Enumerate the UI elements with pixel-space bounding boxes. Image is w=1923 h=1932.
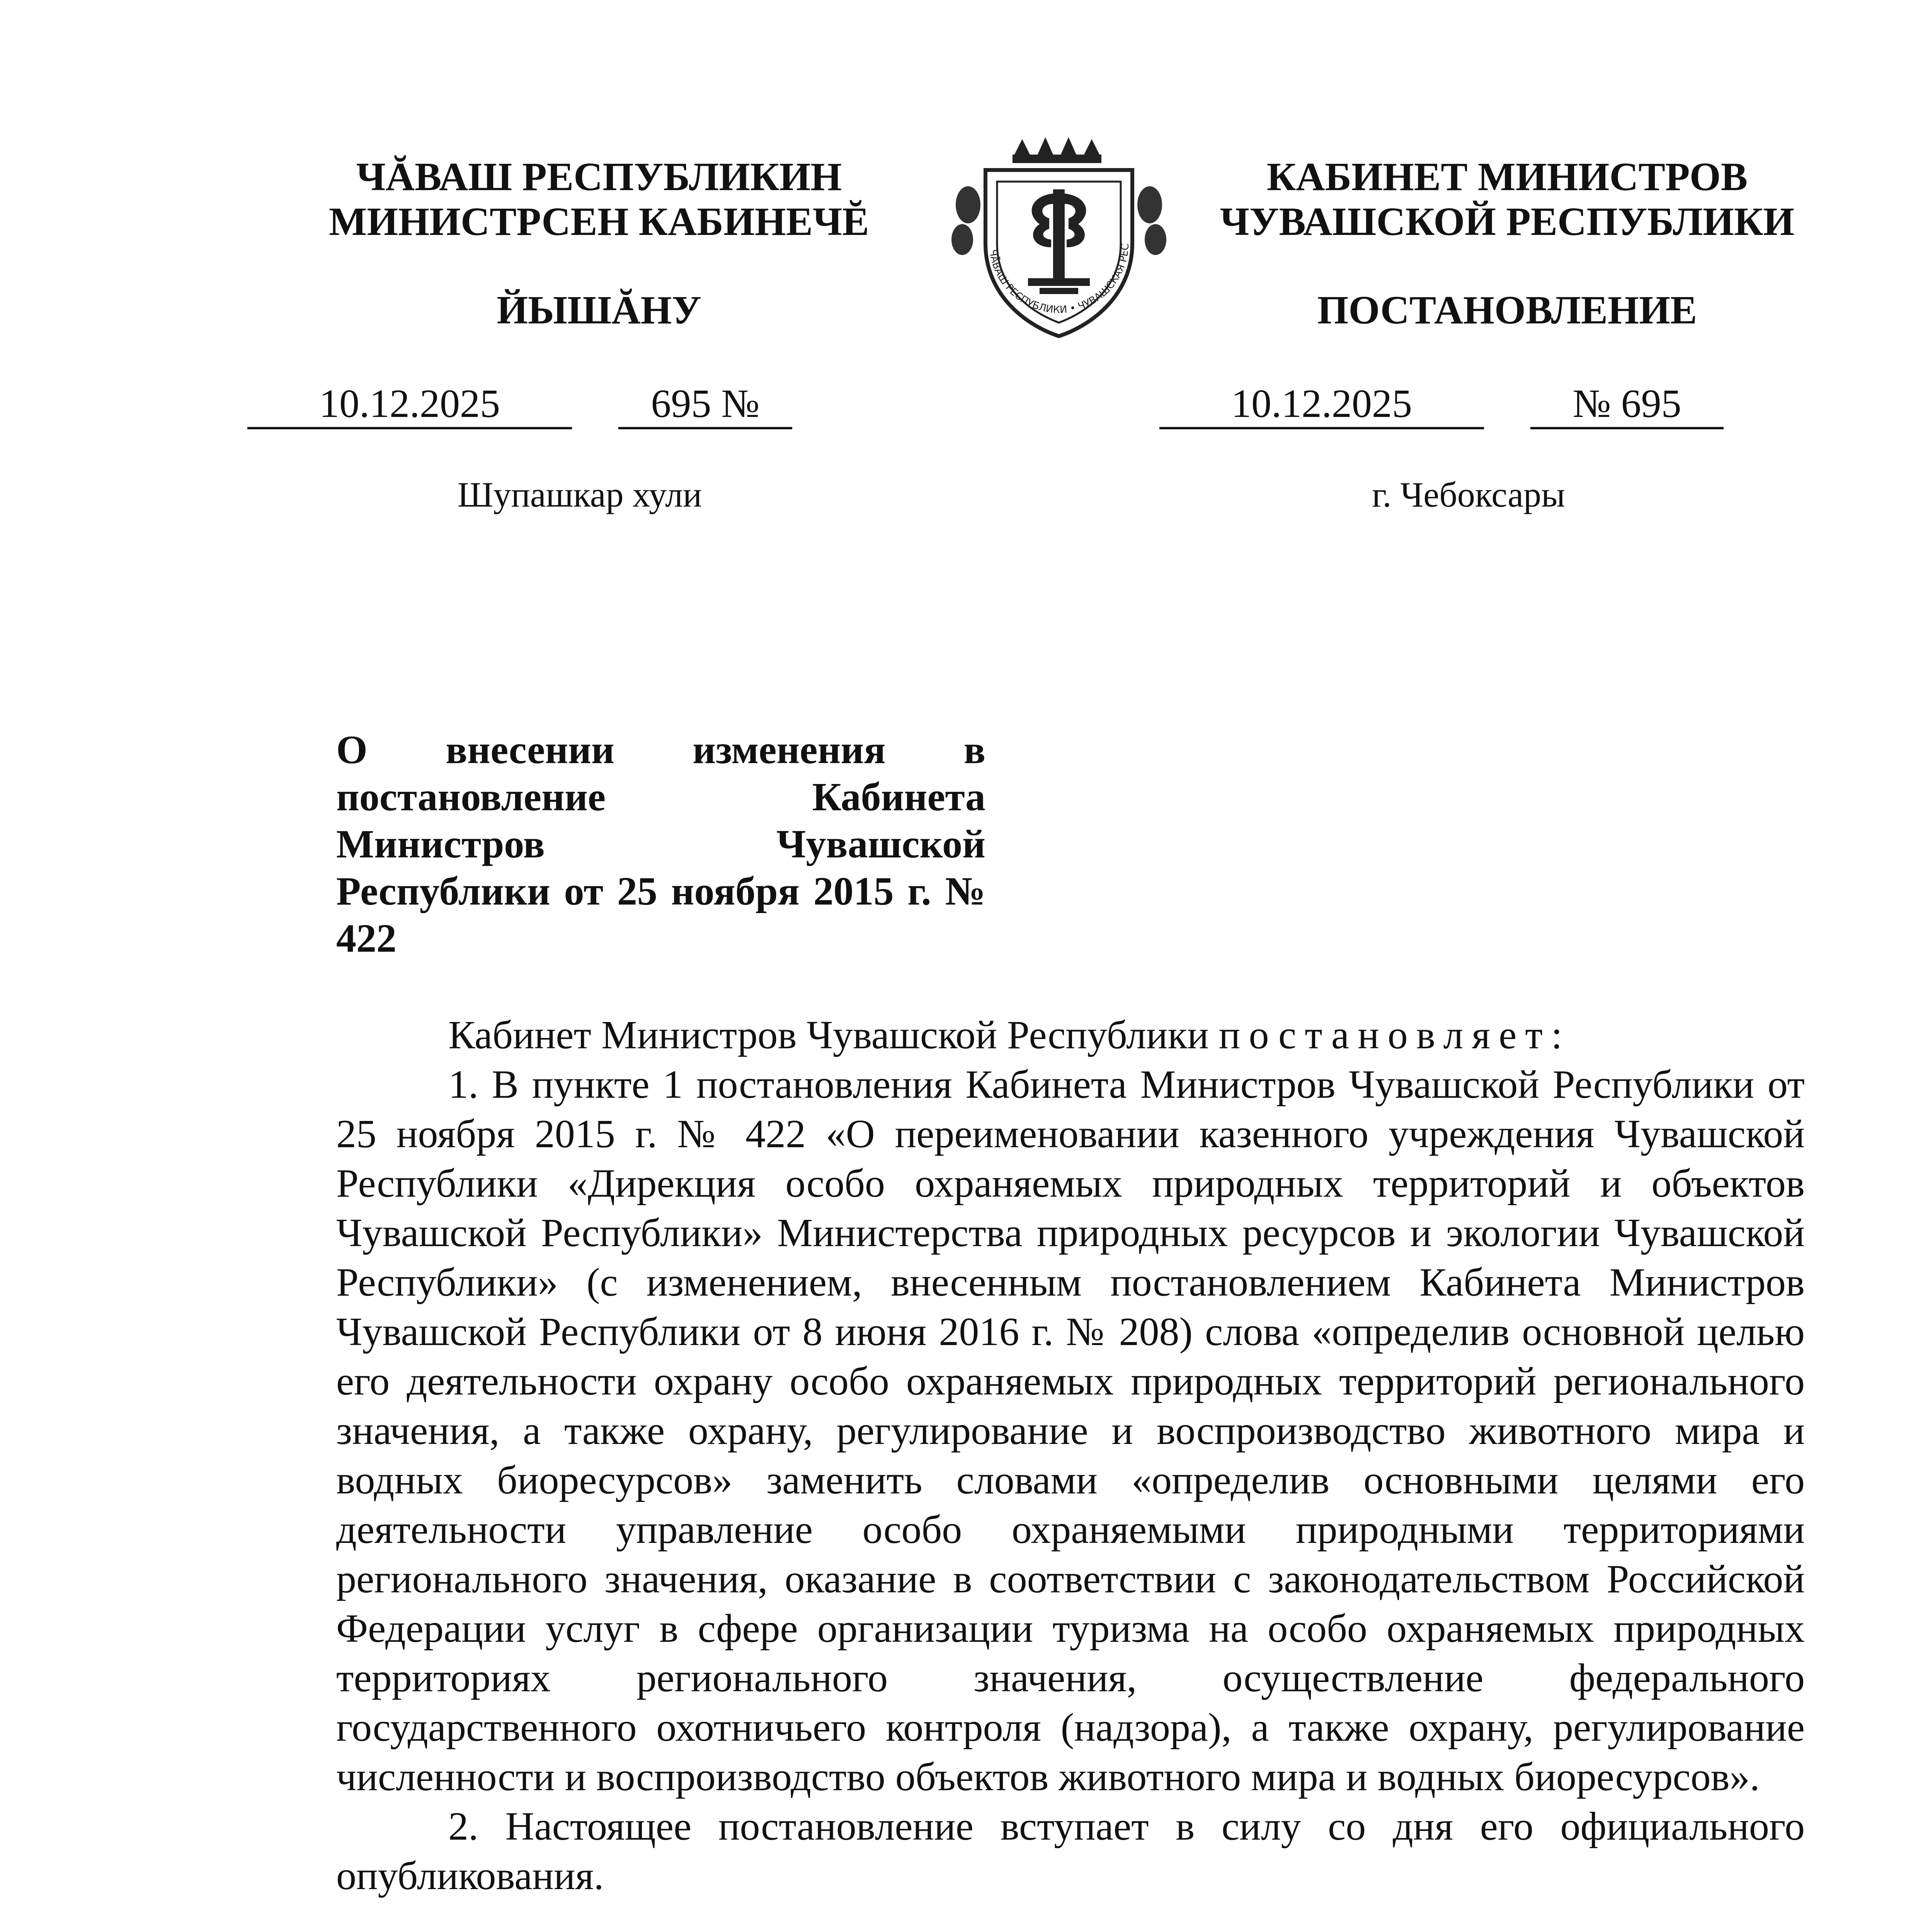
left-document-type: ЙЫШĂНУ (497, 288, 701, 332)
left-city: Шупашкар хули (457, 475, 702, 514)
preamble-verb: постановляет: (1218, 1013, 1571, 1057)
document-body (336, 1010, 1805, 1901)
right-document-type: ПОСТАНОВЛЕНИЕ (1317, 288, 1697, 332)
emblem-inscription: ЧĂВАШ РЕСПУБЛИКИ • ЧУВАШСКАЯ РЕС (987, 243, 1132, 316)
paragraph-1: 1. В пункте 1 постановления Кабинета Министров Чувашской Республики от 25 ноября 2015 г. № 422 «О переименовании казенного учреждения Чувашской Республики «Дирекция особо охраняемых природных территорий и объектов Чувашской Республики» Министерства природных ресурсов и экологии Чувашской Республики» (с изменением, внесенным постановлением Кабинета Министров Чувашской Республики от 8 июня 2016 г. № 208) слова «определив основной целью его деятельности охрану особо охраняемых природных территорий регионального значения, а также охрану, регулирование и воспроизводство животного мира и водных биоресурсов» заменить словами «определив основными целями его деятельности управление особо охраняемыми природными территориями регионального значения, оказание в соответствии с законодательством Российской Федерации услуг в сфере организации туризма на особо охраняемых природных территориях регионального значения, осуществление федерального государственного охотничьего контроля (надзора), а также охрану, регулирование численности и воспроизводство объектов животного мира и водных биоресурсов». (336, 1062, 1805, 1799)
right-authority-line-2: ЧУВАШСКОЙ РЕСПУБЛИКИ (1220, 199, 1795, 244)
right-number: № 695 (1530, 381, 1724, 429)
right-authority-line-1: КАБИНЕТ МИНИСТРОВ (1266, 155, 1748, 199)
coat-of-arms-icon (939, 116, 1179, 355)
left-authority-line-1: ЧĂВАШ РЕСПУБЛИКИН (356, 155, 842, 199)
left-authority-line-2: МИНИСТРСЕН КАБИНЕЧĔ (329, 199, 869, 244)
left-number: 695 № (618, 381, 792, 429)
paragraph-2: 2. Настоящее постановление вступает в силу со дня его официального опубликования. (336, 1804, 1805, 1898)
left-date: 10.12.2025 (247, 381, 572, 429)
right-authority-title (1159, 155, 1855, 244)
preamble (336, 1010, 1805, 1060)
left-authority-title (271, 155, 927, 244)
right-date: 10.12.2025 (1159, 381, 1484, 429)
right-city: г. Чебоксары (1372, 475, 1565, 514)
preamble-main: Кабинет Министров Чувашской Республики (448, 1013, 1209, 1057)
document-subject: О внесении изменения в постановление Кабинета Министров Чувашской Республики от 25 ноября 2015 г. № 422 (336, 728, 985, 961)
